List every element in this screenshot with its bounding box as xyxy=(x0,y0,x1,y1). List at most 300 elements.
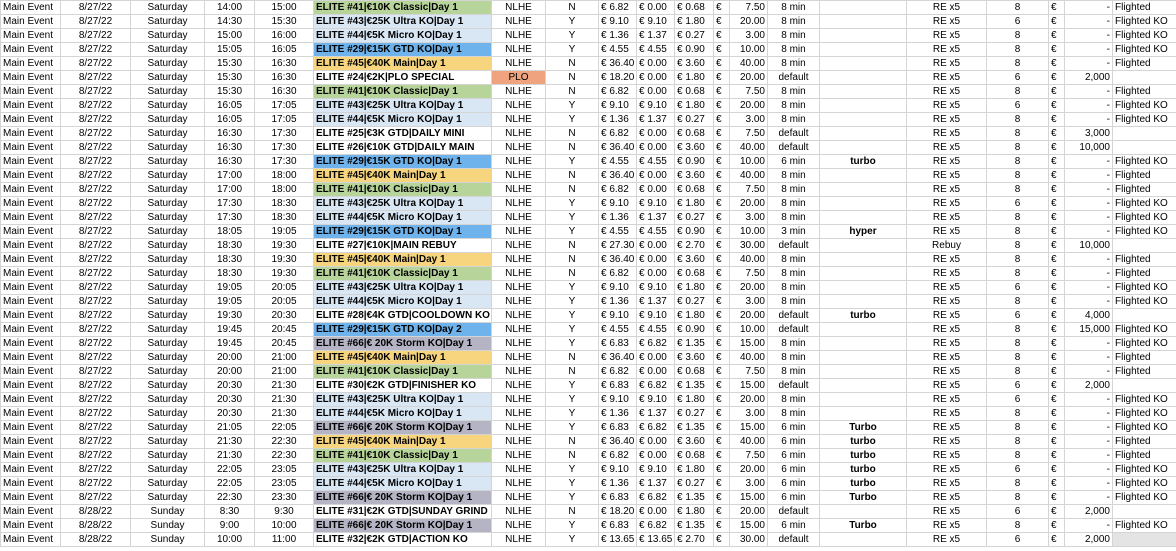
table-row[interactable] xyxy=(1,519,1176,533)
guarantee-cell[interactable]: - xyxy=(1065,155,1113,169)
bounty-cell[interactable]: € 4.55 xyxy=(637,323,675,337)
flight-type-cell[interactable]: Flighted KO xyxy=(1113,225,1176,239)
event-type-cell[interactable]: Main Event xyxy=(1,169,61,183)
fee-cell[interactable]: € 1.80 xyxy=(675,15,714,29)
buyin-cell[interactable]: € 6.82 xyxy=(599,449,637,463)
table-size-cell[interactable]: 8 xyxy=(987,211,1049,225)
tournament-name-cell[interactable]: ELITE #43|€25K Ultra KO|Day 1 xyxy=(314,281,492,295)
table-size-cell[interactable]: 6 xyxy=(987,393,1049,407)
speed-cell[interactable]: turbo xyxy=(820,435,907,449)
guarantee-cell[interactable]: - xyxy=(1065,225,1113,239)
game-cell[interactable]: NLHE xyxy=(492,449,546,463)
table-size-cell[interactable]: 8 xyxy=(987,295,1049,309)
table-row[interactable] xyxy=(1,323,1176,337)
buyin-cell[interactable]: € 36.40 xyxy=(599,435,637,449)
speed-cell[interactable] xyxy=(820,393,907,407)
date-cell[interactable]: 8/27/22 xyxy=(61,99,131,113)
speed-cell[interactable] xyxy=(820,323,907,337)
day-cell[interactable]: Saturday xyxy=(131,239,205,253)
ko-flag-cell[interactable]: Y xyxy=(546,337,599,351)
ko-flag-cell[interactable]: N xyxy=(546,85,599,99)
game-cell[interactable]: NLHE xyxy=(492,267,546,281)
day-cell[interactable]: Saturday xyxy=(131,57,205,71)
currency-symbol-cell[interactable]: € xyxy=(714,15,730,29)
day-cell[interactable]: Saturday xyxy=(131,29,205,43)
currency-symbol-cell[interactable]: € xyxy=(714,477,730,491)
gtd-currency-cell[interactable]: € xyxy=(1049,365,1065,379)
date-cell[interactable]: 8/27/22 xyxy=(61,435,131,449)
reentry-cell[interactable]: RE x5 xyxy=(907,57,987,71)
end-time-cell[interactable]: 15:30 xyxy=(255,15,314,29)
total-buyin-cell[interactable]: 20.00 xyxy=(730,309,768,323)
level-duration-cell[interactable]: 8 min xyxy=(768,211,820,225)
table-size-cell[interactable]: 8 xyxy=(987,253,1049,267)
flight-type-cell[interactable]: Flighted xyxy=(1113,183,1176,197)
speed-cell[interactable] xyxy=(820,85,907,99)
gtd-currency-cell[interactable]: € xyxy=(1049,505,1065,519)
reentry-cell[interactable]: RE x5 xyxy=(907,365,987,379)
end-time-cell[interactable]: 22:05 xyxy=(255,421,314,435)
guarantee-cell[interactable]: - xyxy=(1065,407,1113,421)
ko-flag-cell[interactable]: Y xyxy=(546,43,599,57)
tournament-name-cell[interactable]: ELITE #44|€5K Micro KO|Day 1 xyxy=(314,295,492,309)
day-cell[interactable]: Saturday xyxy=(131,281,205,295)
total-buyin-cell[interactable]: 7.50 xyxy=(730,449,768,463)
buyin-cell[interactable]: € 6.82 xyxy=(599,183,637,197)
currency-symbol-cell[interactable]: € xyxy=(714,183,730,197)
day-cell[interactable]: Saturday xyxy=(131,15,205,29)
start-time-cell[interactable]: 19:05 xyxy=(205,281,255,295)
date-cell[interactable]: 8/27/22 xyxy=(61,379,131,393)
start-time-cell[interactable]: 16:30 xyxy=(205,127,255,141)
currency-symbol-cell[interactable]: € xyxy=(714,85,730,99)
speed-cell[interactable] xyxy=(820,127,907,141)
ko-flag-cell[interactable]: N xyxy=(546,141,599,155)
fee-cell[interactable]: € 0.90 xyxy=(675,323,714,337)
ko-flag-cell[interactable]: Y xyxy=(546,491,599,505)
gtd-currency-cell[interactable]: € xyxy=(1049,309,1065,323)
speed-cell[interactable] xyxy=(820,169,907,183)
reentry-cell[interactable]: RE x5 xyxy=(907,155,987,169)
buyin-cell[interactable]: € 6.82 xyxy=(599,365,637,379)
flight-type-cell[interactable]: Flighted KO xyxy=(1113,281,1176,295)
guarantee-cell[interactable]: - xyxy=(1065,253,1113,267)
tournament-name-cell[interactable]: ELITE #45|€40K Main|Day 1 xyxy=(314,351,492,365)
currency-symbol-cell[interactable]: € xyxy=(714,127,730,141)
speed-cell[interactable] xyxy=(820,281,907,295)
start-time-cell[interactable]: 15:30 xyxy=(205,85,255,99)
guarantee-cell[interactable]: - xyxy=(1065,351,1113,365)
fee-cell[interactable]: € 1.35 xyxy=(675,337,714,351)
bounty-cell[interactable]: € 1.37 xyxy=(637,407,675,421)
gtd-currency-cell[interactable]: € xyxy=(1049,239,1065,253)
tournament-name-cell[interactable]: ELITE #43|€25K Ultra KO|Day 1 xyxy=(314,197,492,211)
game-cell[interactable]: NLHE xyxy=(492,295,546,309)
currency-symbol-cell[interactable]: € xyxy=(714,155,730,169)
event-type-cell[interactable]: Main Event xyxy=(1,253,61,267)
ko-flag-cell[interactable]: Y xyxy=(546,379,599,393)
date-cell[interactable]: 8/27/22 xyxy=(61,477,131,491)
tournament-name-cell[interactable]: ELITE #44|€5K Micro KO|Day 1 xyxy=(314,477,492,491)
guarantee-cell[interactable]: 2,000 xyxy=(1065,379,1113,393)
day-cell[interactable]: Saturday xyxy=(131,421,205,435)
day-cell[interactable]: Saturday xyxy=(131,393,205,407)
flight-type-cell[interactable]: Flighted xyxy=(1113,85,1176,99)
reentry-cell[interactable]: RE x5 xyxy=(907,337,987,351)
day-cell[interactable]: Saturday xyxy=(131,365,205,379)
event-type-cell[interactable]: Main Event xyxy=(1,71,61,85)
game-cell[interactable]: NLHE xyxy=(492,519,546,533)
fee-cell[interactable]: € 0.90 xyxy=(675,225,714,239)
end-time-cell[interactable]: 16:00 xyxy=(255,29,314,43)
fee-cell[interactable]: € 1.35 xyxy=(675,519,714,533)
reentry-cell[interactable]: RE x5 xyxy=(907,421,987,435)
flight-type-cell[interactable] xyxy=(1113,239,1176,253)
currency-symbol-cell[interactable]: € xyxy=(714,239,730,253)
speed-cell[interactable] xyxy=(820,29,907,43)
ko-flag-cell[interactable]: N xyxy=(546,449,599,463)
tournament-name-cell[interactable]: ELITE #44|€5K Micro KO|Day 1 xyxy=(314,29,492,43)
table-size-cell[interactable]: 8 xyxy=(987,267,1049,281)
currency-symbol-cell[interactable]: € xyxy=(714,379,730,393)
date-cell[interactable]: 8/27/22 xyxy=(61,463,131,477)
table-size-cell[interactable]: 6 xyxy=(987,197,1049,211)
gtd-currency-cell[interactable]: € xyxy=(1049,57,1065,71)
level-duration-cell[interactable]: 6 min xyxy=(768,421,820,435)
gtd-currency-cell[interactable]: € xyxy=(1049,183,1065,197)
table-row[interactable] xyxy=(1,71,1176,85)
total-buyin-cell[interactable]: 20.00 xyxy=(730,505,768,519)
flight-type-cell[interactable]: Flighted KO xyxy=(1113,29,1176,43)
table-row[interactable] xyxy=(1,309,1176,323)
table-row[interactable] xyxy=(1,239,1176,253)
level-duration-cell[interactable]: 8 min xyxy=(768,43,820,57)
bounty-cell[interactable]: € 0.00 xyxy=(637,435,675,449)
total-buyin-cell[interactable]: 3.00 xyxy=(730,407,768,421)
day-cell[interactable]: Saturday xyxy=(131,127,205,141)
speed-cell[interactable] xyxy=(820,295,907,309)
gtd-currency-cell[interactable]: € xyxy=(1049,211,1065,225)
gtd-currency-cell[interactable]: € xyxy=(1049,337,1065,351)
start-time-cell[interactable]: 16:30 xyxy=(205,141,255,155)
bounty-cell[interactable]: € 0.00 xyxy=(637,183,675,197)
end-time-cell[interactable]: 16:30 xyxy=(255,71,314,85)
date-cell[interactable]: 8/27/22 xyxy=(61,407,131,421)
reentry-cell[interactable]: RE x5 xyxy=(907,323,987,337)
level-duration-cell[interactable]: 8 min xyxy=(768,183,820,197)
game-cell[interactable]: NLHE xyxy=(492,505,546,519)
bounty-cell[interactable]: € 4.55 xyxy=(637,225,675,239)
flight-type-cell[interactable]: Flighted KO xyxy=(1113,337,1176,351)
guarantee-cell[interactable]: - xyxy=(1065,99,1113,113)
table-size-cell[interactable]: 6 xyxy=(987,309,1049,323)
speed-cell[interactable] xyxy=(820,253,907,267)
event-type-cell[interactable]: Main Event xyxy=(1,141,61,155)
currency-symbol-cell[interactable]: € xyxy=(714,43,730,57)
date-cell[interactable]: 8/27/22 xyxy=(61,421,131,435)
speed-cell[interactable]: turbo xyxy=(820,463,907,477)
date-cell[interactable]: 8/27/22 xyxy=(61,211,131,225)
game-cell[interactable]: NLHE xyxy=(492,57,546,71)
date-cell[interactable]: 8/27/22 xyxy=(61,323,131,337)
guarantee-cell[interactable]: - xyxy=(1065,295,1113,309)
flight-type-cell[interactable] xyxy=(1113,533,1176,547)
currency-symbol-cell[interactable]: € xyxy=(714,491,730,505)
currency-symbol-cell[interactable]: € xyxy=(714,1,730,15)
gtd-currency-cell[interactable]: € xyxy=(1049,99,1065,113)
table-row[interactable] xyxy=(1,141,1176,155)
bounty-cell[interactable]: € 0.00 xyxy=(637,351,675,365)
end-time-cell[interactable]: 19:05 xyxy=(255,225,314,239)
level-duration-cell[interactable]: default xyxy=(768,141,820,155)
reentry-cell[interactable]: RE x5 xyxy=(907,491,987,505)
flight-type-cell[interactable]: Flighted KO xyxy=(1113,407,1176,421)
event-type-cell[interactable]: Main Event xyxy=(1,463,61,477)
gtd-currency-cell[interactable]: € xyxy=(1049,281,1065,295)
gtd-currency-cell[interactable]: € xyxy=(1049,491,1065,505)
speed-cell[interactable] xyxy=(820,43,907,57)
end-time-cell[interactable]: 17:05 xyxy=(255,99,314,113)
guarantee-cell[interactable]: - xyxy=(1065,393,1113,407)
table-row[interactable] xyxy=(1,267,1176,281)
table-row[interactable] xyxy=(1,449,1176,463)
event-type-cell[interactable]: Main Event xyxy=(1,533,61,547)
speed-cell[interactable] xyxy=(820,211,907,225)
game-cell[interactable]: NLHE xyxy=(492,421,546,435)
table-size-cell[interactable]: 8 xyxy=(987,57,1049,71)
buyin-cell[interactable]: € 36.40 xyxy=(599,57,637,71)
fee-cell[interactable]: € 0.90 xyxy=(675,43,714,57)
guarantee-cell[interactable]: - xyxy=(1065,43,1113,57)
total-buyin-cell[interactable]: 10.00 xyxy=(730,43,768,57)
total-buyin-cell[interactable]: 20.00 xyxy=(730,15,768,29)
date-cell[interactable]: 8/27/22 xyxy=(61,295,131,309)
currency-symbol-cell[interactable]: € xyxy=(714,505,730,519)
date-cell[interactable]: 8/27/22 xyxy=(61,365,131,379)
currency-symbol-cell[interactable]: € xyxy=(714,211,730,225)
buyin-cell[interactable]: € 1.36 xyxy=(599,211,637,225)
gtd-currency-cell[interactable]: € xyxy=(1049,15,1065,29)
gtd-currency-cell[interactable]: € xyxy=(1049,169,1065,183)
total-buyin-cell[interactable]: 15.00 xyxy=(730,421,768,435)
buyin-cell[interactable]: € 1.36 xyxy=(599,113,637,127)
end-time-cell[interactable]: 17:30 xyxy=(255,127,314,141)
end-time-cell[interactable]: 9:30 xyxy=(255,505,314,519)
gtd-currency-cell[interactable]: € xyxy=(1049,71,1065,85)
ko-flag-cell[interactable]: Y xyxy=(546,309,599,323)
table-size-cell[interactable]: 8 xyxy=(987,365,1049,379)
flight-type-cell[interactable]: Flighted KO xyxy=(1113,155,1176,169)
tournament-name-cell[interactable]: ELITE #29|€15K GTD KO|Day 1 xyxy=(314,155,492,169)
start-time-cell[interactable]: 20:00 xyxy=(205,351,255,365)
end-time-cell[interactable]: 20:05 xyxy=(255,281,314,295)
reentry-cell[interactable]: RE x5 xyxy=(907,379,987,393)
start-time-cell[interactable]: 22:05 xyxy=(205,477,255,491)
gtd-currency-cell[interactable]: € xyxy=(1049,435,1065,449)
currency-symbol-cell[interactable]: € xyxy=(714,295,730,309)
table-row[interactable] xyxy=(1,211,1176,225)
ko-flag-cell[interactable]: Y xyxy=(546,393,599,407)
day-cell[interactable]: Saturday xyxy=(131,351,205,365)
game-cell[interactable]: NLHE xyxy=(492,477,546,491)
bounty-cell[interactable]: € 9.10 xyxy=(637,281,675,295)
currency-symbol-cell[interactable]: € xyxy=(714,323,730,337)
total-buyin-cell[interactable]: 40.00 xyxy=(730,169,768,183)
date-cell[interactable]: 8/28/22 xyxy=(61,505,131,519)
buyin-cell[interactable]: € 1.36 xyxy=(599,407,637,421)
level-duration-cell[interactable]: 8 min xyxy=(768,253,820,267)
flight-type-cell[interactable]: Flighted xyxy=(1113,267,1176,281)
fee-cell[interactable]: € 3.60 xyxy=(675,253,714,267)
table-size-cell[interactable]: 8 xyxy=(987,351,1049,365)
ko-flag-cell[interactable]: Y xyxy=(546,113,599,127)
flight-type-cell[interactable]: Flighted KO xyxy=(1113,197,1176,211)
buyin-cell[interactable]: € 9.10 xyxy=(599,281,637,295)
guarantee-cell[interactable]: - xyxy=(1065,477,1113,491)
level-duration-cell[interactable]: default xyxy=(768,323,820,337)
ko-flag-cell[interactable]: Y xyxy=(546,463,599,477)
date-cell[interactable]: 8/27/22 xyxy=(61,393,131,407)
day-cell[interactable]: Saturday xyxy=(131,323,205,337)
game-cell[interactable]: NLHE xyxy=(492,337,546,351)
speed-cell[interactable]: Turbo xyxy=(820,421,907,435)
event-type-cell[interactable]: Main Event xyxy=(1,407,61,421)
reentry-cell[interactable]: RE x5 xyxy=(907,43,987,57)
game-cell[interactable]: NLHE xyxy=(492,183,546,197)
fee-cell[interactable]: € 3.60 xyxy=(675,169,714,183)
table-size-cell[interactable]: 6 xyxy=(987,533,1049,547)
fee-cell[interactable]: € 3.60 xyxy=(675,351,714,365)
reentry-cell[interactable]: RE x5 xyxy=(907,309,987,323)
flight-type-cell[interactable] xyxy=(1113,141,1176,155)
guarantee-cell[interactable]: - xyxy=(1065,267,1113,281)
table-size-cell[interactable]: 6 xyxy=(987,463,1049,477)
total-buyin-cell[interactable]: 40.00 xyxy=(730,351,768,365)
event-type-cell[interactable]: Main Event xyxy=(1,281,61,295)
event-type-cell[interactable]: Main Event xyxy=(1,295,61,309)
day-cell[interactable]: Saturday xyxy=(131,211,205,225)
end-time-cell[interactable]: 21:00 xyxy=(255,351,314,365)
speed-cell[interactable]: hyper xyxy=(820,225,907,239)
day-cell[interactable]: Saturday xyxy=(131,85,205,99)
bounty-cell[interactable]: € 9.10 xyxy=(637,309,675,323)
flight-type-cell[interactable]: Flighted xyxy=(1113,449,1176,463)
start-time-cell[interactable]: 15:30 xyxy=(205,71,255,85)
ko-flag-cell[interactable]: Y xyxy=(546,407,599,421)
date-cell[interactable]: 8/28/22 xyxy=(61,519,131,533)
level-duration-cell[interactable]: default xyxy=(768,533,820,547)
tournament-name-cell[interactable]: ELITE #66|€ 20K Storm KO|Day 1 xyxy=(314,337,492,351)
tournament-name-cell[interactable]: ELITE #29|€15K GTD KO|Day 1 xyxy=(314,43,492,57)
bounty-cell[interactable]: € 0.00 xyxy=(637,127,675,141)
speed-cell[interactable] xyxy=(820,365,907,379)
flight-type-cell[interactable] xyxy=(1113,379,1176,393)
date-cell[interactable]: 8/27/22 xyxy=(61,253,131,267)
date-cell[interactable]: 8/27/22 xyxy=(61,183,131,197)
bounty-cell[interactable]: € 0.00 xyxy=(637,365,675,379)
gtd-currency-cell[interactable]: € xyxy=(1049,127,1065,141)
date-cell[interactable]: 8/27/22 xyxy=(61,43,131,57)
speed-cell[interactable]: turbo xyxy=(820,477,907,491)
table-size-cell[interactable]: 8 xyxy=(987,225,1049,239)
end-time-cell[interactable]: 21:30 xyxy=(255,407,314,421)
guarantee-cell[interactable]: - xyxy=(1065,435,1113,449)
fee-cell[interactable]: € 2.70 xyxy=(675,239,714,253)
flight-type-cell[interactable]: Flighted xyxy=(1113,169,1176,183)
day-cell[interactable]: Saturday xyxy=(131,169,205,183)
gtd-currency-cell[interactable]: € xyxy=(1049,379,1065,393)
total-buyin-cell[interactable]: 30.00 xyxy=(730,239,768,253)
tournament-name-cell[interactable]: ELITE #66|€ 20K Storm KO|Day 1 xyxy=(314,491,492,505)
speed-cell[interactable] xyxy=(820,99,907,113)
start-time-cell[interactable]: 21:30 xyxy=(205,449,255,463)
end-time-cell[interactable]: 20:05 xyxy=(255,295,314,309)
total-buyin-cell[interactable]: 3.00 xyxy=(730,211,768,225)
event-type-cell[interactable]: Main Event xyxy=(1,323,61,337)
fee-cell[interactable]: € 1.80 xyxy=(675,281,714,295)
game-cell[interactable]: NLHE xyxy=(492,309,546,323)
table-size-cell[interactable]: 8 xyxy=(987,43,1049,57)
bounty-cell[interactable]: € 0.00 xyxy=(637,71,675,85)
start-time-cell[interactable]: 15:30 xyxy=(205,57,255,71)
start-time-cell[interactable]: 18:30 xyxy=(205,267,255,281)
currency-symbol-cell[interactable]: € xyxy=(714,337,730,351)
total-buyin-cell[interactable]: 7.50 xyxy=(730,183,768,197)
flight-type-cell[interactable] xyxy=(1113,309,1176,323)
ko-flag-cell[interactable]: N xyxy=(546,351,599,365)
currency-symbol-cell[interactable]: € xyxy=(714,253,730,267)
date-cell[interactable]: 8/27/22 xyxy=(61,281,131,295)
ko-flag-cell[interactable]: N xyxy=(546,435,599,449)
tournament-name-cell[interactable]: ELITE #66|€ 20K Storm KO|Day 1 xyxy=(314,519,492,533)
game-cell[interactable]: NLHE xyxy=(492,379,546,393)
end-time-cell[interactable]: 21:00 xyxy=(255,365,314,379)
table-size-cell[interactable]: 8 xyxy=(987,127,1049,141)
speed-cell[interactable] xyxy=(820,113,907,127)
table-row[interactable] xyxy=(1,127,1176,141)
fee-cell[interactable]: € 1.80 xyxy=(675,463,714,477)
ko-flag-cell[interactable]: Y xyxy=(546,281,599,295)
buyin-cell[interactable]: € 6.82 xyxy=(599,127,637,141)
table-row[interactable] xyxy=(1,155,1176,169)
event-type-cell[interactable]: Main Event xyxy=(1,393,61,407)
fee-cell[interactable]: € 0.68 xyxy=(675,1,714,15)
guarantee-cell[interactable]: - xyxy=(1065,169,1113,183)
tournament-name-cell[interactable]: ELITE #32|€2K GTD|ACTION KO xyxy=(314,533,492,547)
bounty-cell[interactable]: € 9.10 xyxy=(637,99,675,113)
speed-cell[interactable] xyxy=(820,533,907,547)
ko-flag-cell[interactable]: Y xyxy=(546,99,599,113)
game-cell[interactable]: NLHE xyxy=(492,407,546,421)
end-time-cell[interactable]: 10:00 xyxy=(255,519,314,533)
day-cell[interactable]: Saturday xyxy=(131,99,205,113)
buyin-cell[interactable]: € 6.83 xyxy=(599,337,637,351)
event-type-cell[interactable]: Main Event xyxy=(1,225,61,239)
table-size-cell[interactable]: 6 xyxy=(987,15,1049,29)
table-row[interactable] xyxy=(1,477,1176,491)
tournament-name-cell[interactable]: ELITE #44|€5K Micro KO|Day 1 xyxy=(314,407,492,421)
buyin-cell[interactable]: € 27.30 xyxy=(599,239,637,253)
table-row[interactable] xyxy=(1,435,1176,449)
speed-cell[interactable] xyxy=(820,407,907,421)
tournament-name-cell[interactable]: ELITE #45|€40K Main|Day 1 xyxy=(314,435,492,449)
flight-type-cell[interactable]: Flighted xyxy=(1113,365,1176,379)
bounty-cell[interactable]: € 6.82 xyxy=(637,519,675,533)
tournament-name-cell[interactable]: ELITE #41|€10K Classic|Day 1 xyxy=(314,449,492,463)
level-duration-cell[interactable]: 8 min xyxy=(768,57,820,71)
level-duration-cell[interactable]: default xyxy=(768,505,820,519)
end-time-cell[interactable]: 19:30 xyxy=(255,267,314,281)
